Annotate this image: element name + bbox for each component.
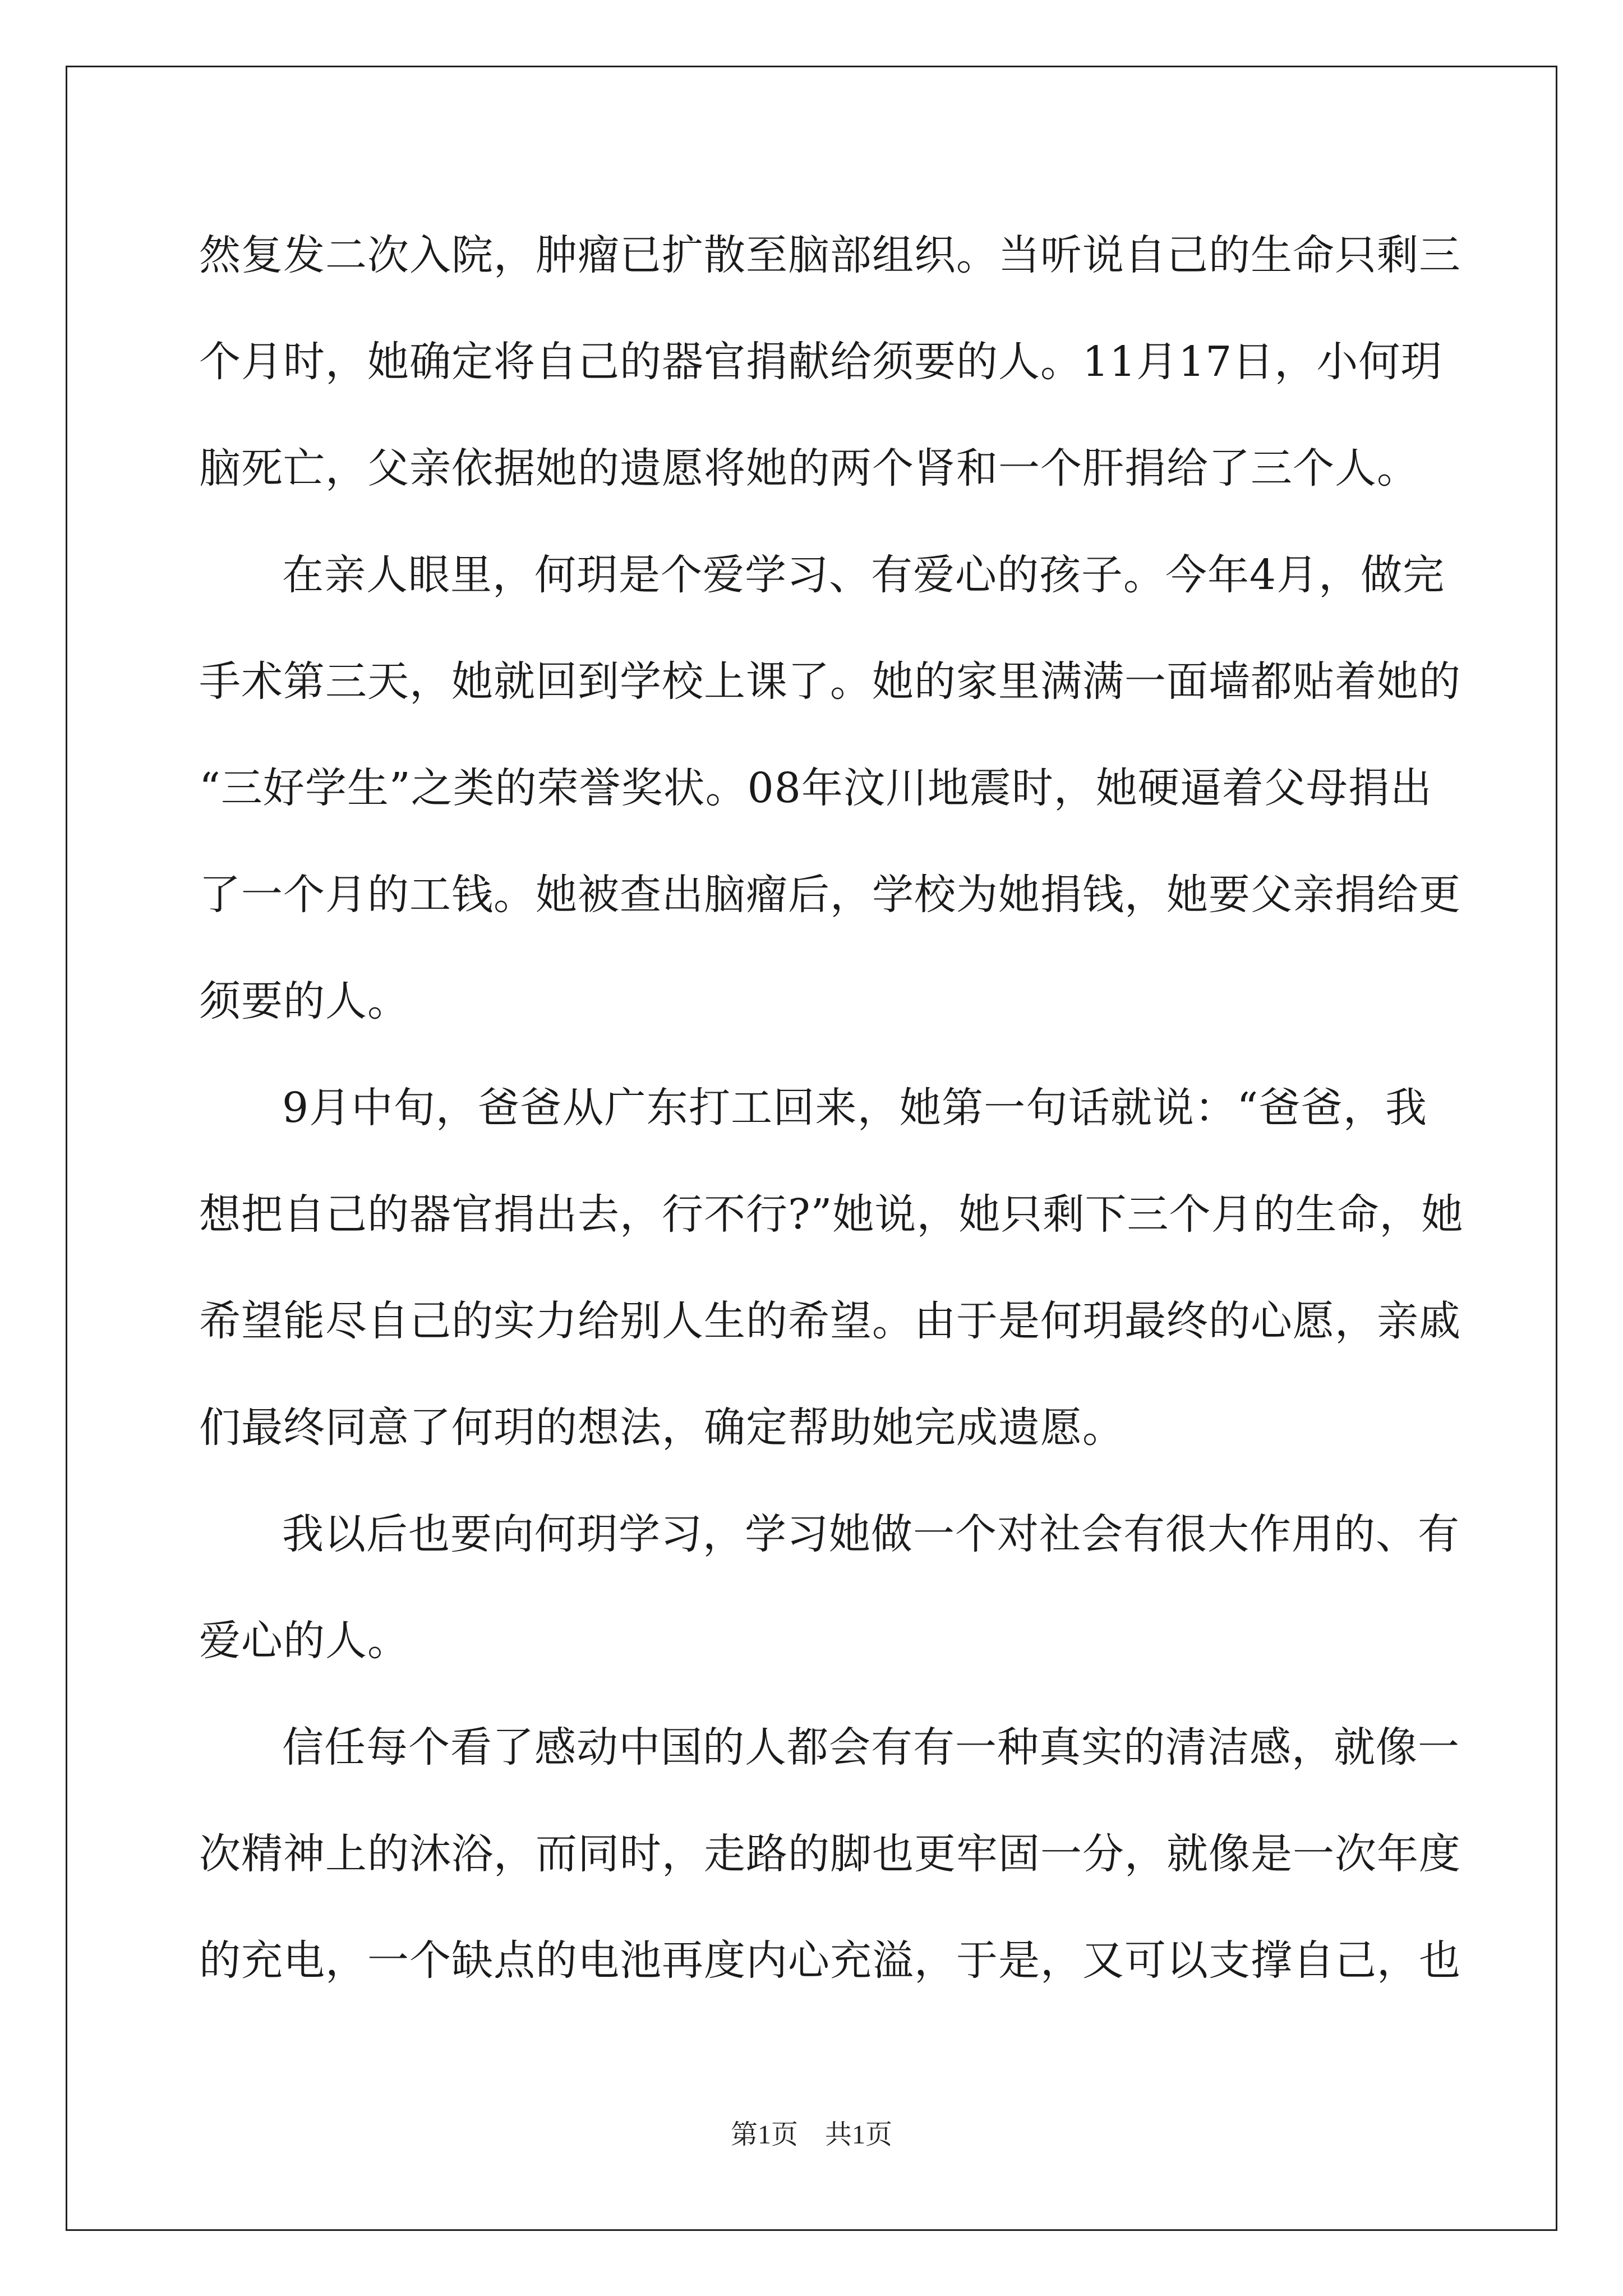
paragraph-first-line: 信任每个看了感动中国的人都会有有一种真实的清洁感，就像一 [282, 1723, 1460, 1772]
text-line: 想把自己的器官捐出去，行不行?”她说，她只剩下三个月的生命，她 [199, 1190, 1464, 1239]
text-line: 的充电，一个缺点的电池再度内心充溢，于是，又可以支撑自己，也 [199, 1936, 1461, 1985]
text-line: “三好学生”之类的荣誉奖状。08年汶川地震时，她硬逼着父母捐出 [199, 764, 1432, 812]
text-line: 脑死亡，父亲依据她的遗愿将她的两个肾和一个肝捐给了三个人。 [199, 444, 1419, 493]
text-line: 爱心的人。 [199, 1617, 409, 1665]
text-line: 们最终同意了何玥的想法，确定帮助她完成遗愿。 [199, 1404, 1124, 1452]
paragraph-first-line: 我以后也要向何玥学习，学习她做一个对社会有很大作用的、有 [282, 1510, 1460, 1558]
text-line: 然复发二次入院，肿瘤已扩散至脑部组织。当听说自己的生命只剩三 [199, 231, 1461, 279]
document-body [199, 202, 1464, 2014]
text-line: 须要的人。 [199, 977, 409, 1025]
paragraph-first-line: 在亲人眼里，何玥是个爱学习、有爱心的孩子。今年4月，做完 [282, 551, 1445, 599]
text-line: 了一个月的工钱。她被查出脑瘤后，学校为她捐钱，她要父亲捐给更 [199, 871, 1461, 919]
text-line: 希望能尽自己的实力给别人生的希望。由于是何玥最终的心愿，亲戚 [199, 1297, 1461, 1345]
text-line: 个月时，她确定将自己的器官捐献给须要的人。11月17日，小何玥 [199, 338, 1443, 386]
text-line: 手术第三天，她就回到学校上课了。她的家里满满一面墙都贴着她的 [199, 657, 1461, 706]
paragraph-first-line: 9月中旬，爸爸从广东打工回来，她第一句话就说：“爸爸，我 [282, 1084, 1427, 1132]
text-line: 次精神上的沐浴，而同时，走路的脚也更牢固一分，就像是一次年度 [199, 1830, 1461, 1878]
page-footer: 第1页 共1页 [730, 2120, 892, 2150]
